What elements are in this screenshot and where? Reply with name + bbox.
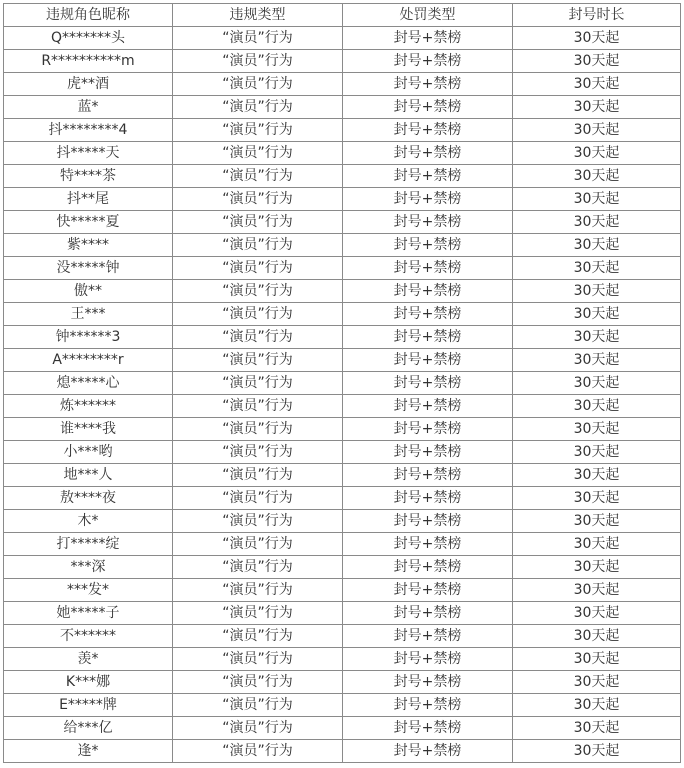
table-row xyxy=(4,579,681,602)
header-penalty-type: 处罚类型 xyxy=(343,4,513,27)
table-row xyxy=(4,50,681,73)
cell-penalty-type: 封号+禁榜 xyxy=(343,395,513,418)
cell-penalty-type: 封号+禁榜 xyxy=(343,372,513,395)
cell-ban-duration: 30天起 xyxy=(513,326,681,349)
cell-violation-type: “演员”行为 xyxy=(173,372,343,395)
table-row xyxy=(4,303,681,326)
header-nickname: 违规角色昵称 xyxy=(4,4,173,27)
cell-violation-type: “演员”行为 xyxy=(173,510,343,533)
cell-penalty-type: 封号+禁榜 xyxy=(343,303,513,326)
cell-violation-type: “演员”行为 xyxy=(173,211,343,234)
cell-violation-type: “演员”行为 xyxy=(173,579,343,602)
cell-penalty-type: 封号+禁榜 xyxy=(343,625,513,648)
table-row xyxy=(4,487,681,510)
cell-violation-type: “演员”行为 xyxy=(173,188,343,211)
cell-ban-duration: 30天起 xyxy=(513,625,681,648)
cell-nickname: 给***亿 xyxy=(4,717,173,740)
cell-penalty-type: 封号+禁榜 xyxy=(343,257,513,280)
cell-nickname: 没*****钟 xyxy=(4,257,173,280)
header-ban-duration: 封号时长 xyxy=(513,4,681,27)
cell-nickname: 抖*****天 xyxy=(4,142,173,165)
cell-violation-type: “演员”行为 xyxy=(173,234,343,257)
cell-penalty-type: 封号+禁榜 xyxy=(343,96,513,119)
table-row xyxy=(4,372,681,395)
cell-penalty-type: 封号+禁榜 xyxy=(343,27,513,50)
cell-ban-duration: 30天起 xyxy=(513,487,681,510)
cell-violation-type: “演员”行为 xyxy=(173,556,343,579)
header-row xyxy=(4,4,681,27)
table-row xyxy=(4,717,681,740)
cell-nickname: ***深 xyxy=(4,556,173,579)
cell-ban-duration: 30天起 xyxy=(513,303,681,326)
cell-ban-duration: 30天起 xyxy=(513,717,681,740)
cell-violation-type: “演员”行为 xyxy=(173,50,343,73)
cell-nickname: 不****** xyxy=(4,625,173,648)
table-body xyxy=(4,27,681,763)
cell-violation-type: “演员”行为 xyxy=(173,464,343,487)
cell-penalty-type: 封号+禁榜 xyxy=(343,119,513,142)
cell-penalty-type: 封号+禁榜 xyxy=(343,740,513,763)
table-row xyxy=(4,349,681,372)
cell-ban-duration: 30天起 xyxy=(513,602,681,625)
cell-penalty-type: 封号+禁榜 xyxy=(343,694,513,717)
cell-nickname: 抖**尾 xyxy=(4,188,173,211)
cell-penalty-type: 封号+禁榜 xyxy=(343,533,513,556)
cell-ban-duration: 30天起 xyxy=(513,280,681,303)
cell-violation-type: “演员”行为 xyxy=(173,694,343,717)
cell-violation-type: “演员”行为 xyxy=(173,326,343,349)
cell-penalty-type: 封号+禁榜 xyxy=(343,717,513,740)
cell-penalty-type: 封号+禁榜 xyxy=(343,211,513,234)
cell-penalty-type: 封号+禁榜 xyxy=(343,188,513,211)
cell-penalty-type: 封号+禁榜 xyxy=(343,165,513,188)
cell-violation-type: “演员”行为 xyxy=(173,418,343,441)
cell-ban-duration: 30天起 xyxy=(513,119,681,142)
cell-nickname: 蓝* xyxy=(4,96,173,119)
cell-violation-type: “演员”行为 xyxy=(173,441,343,464)
cell-ban-duration: 30天起 xyxy=(513,740,681,763)
cell-nickname: 虎**酒 xyxy=(4,73,173,96)
cell-nickname: 谁****我 xyxy=(4,418,173,441)
cell-ban-duration: 30天起 xyxy=(513,234,681,257)
table-row xyxy=(4,234,681,257)
cell-ban-duration: 30天起 xyxy=(513,556,681,579)
table-row xyxy=(4,441,681,464)
cell-ban-duration: 30天起 xyxy=(513,142,681,165)
cell-violation-type: “演员”行为 xyxy=(173,349,343,372)
cell-ban-duration: 30天起 xyxy=(513,349,681,372)
cell-nickname: 打*****绽 xyxy=(4,533,173,556)
cell-ban-duration: 30天起 xyxy=(513,648,681,671)
cell-violation-type: “演员”行为 xyxy=(173,602,343,625)
table-row xyxy=(4,96,681,119)
cell-nickname: E*****牌 xyxy=(4,694,173,717)
cell-violation-type: “演员”行为 xyxy=(173,648,343,671)
cell-nickname: 王*** xyxy=(4,303,173,326)
cell-violation-type: “演员”行为 xyxy=(173,395,343,418)
cell-penalty-type: 封号+禁榜 xyxy=(343,326,513,349)
cell-nickname: 抖********4 xyxy=(4,119,173,142)
cell-violation-type: “演员”行为 xyxy=(173,740,343,763)
table-row xyxy=(4,395,681,418)
table-row xyxy=(4,73,681,96)
cell-nickname: 小***哟 xyxy=(4,441,173,464)
cell-ban-duration: 30天起 xyxy=(513,464,681,487)
table-row xyxy=(4,740,681,763)
cell-nickname: 炼****** xyxy=(4,395,173,418)
cell-penalty-type: 封号+禁榜 xyxy=(343,418,513,441)
table-row xyxy=(4,165,681,188)
cell-nickname: 傲** xyxy=(4,280,173,303)
cell-violation-type: “演员”行为 xyxy=(173,280,343,303)
cell-penalty-type: 封号+禁榜 xyxy=(343,142,513,165)
cell-violation-type: “演员”行为 xyxy=(173,533,343,556)
table-row xyxy=(4,27,681,50)
table-row xyxy=(4,533,681,556)
cell-penalty-type: 封号+禁榜 xyxy=(343,579,513,602)
cell-ban-duration: 30天起 xyxy=(513,27,681,50)
cell-violation-type: “演员”行为 xyxy=(173,717,343,740)
table-row xyxy=(4,418,681,441)
cell-penalty-type: 封号+禁榜 xyxy=(343,464,513,487)
cell-violation-type: “演员”行为 xyxy=(173,119,343,142)
table-row xyxy=(4,671,681,694)
cell-ban-duration: 30天起 xyxy=(513,395,681,418)
cell-nickname: 紫**** xyxy=(4,234,173,257)
cell-ban-duration: 30天起 xyxy=(513,211,681,234)
cell-nickname: 快*****夏 xyxy=(4,211,173,234)
cell-penalty-type: 封号+禁榜 xyxy=(343,556,513,579)
cell-nickname: K***娜 xyxy=(4,671,173,694)
cell-nickname: 敖****夜 xyxy=(4,487,173,510)
cell-penalty-type: 封号+禁榜 xyxy=(343,349,513,372)
cell-ban-duration: 30天起 xyxy=(513,96,681,119)
cell-nickname: 逢* xyxy=(4,740,173,763)
cell-ban-duration: 30天起 xyxy=(513,418,681,441)
cell-nickname: 羡* xyxy=(4,648,173,671)
table-row xyxy=(4,464,681,487)
table-row xyxy=(4,556,681,579)
table-row xyxy=(4,648,681,671)
cell-ban-duration: 30天起 xyxy=(513,510,681,533)
cell-ban-duration: 30天起 xyxy=(513,50,681,73)
cell-penalty-type: 封号+禁榜 xyxy=(343,487,513,510)
table-row xyxy=(4,625,681,648)
cell-penalty-type: 封号+禁榜 xyxy=(343,280,513,303)
cell-nickname: 她*****子 xyxy=(4,602,173,625)
cell-penalty-type: 封号+禁榜 xyxy=(343,648,513,671)
table-row xyxy=(4,326,681,349)
cell-ban-duration: 30天起 xyxy=(513,165,681,188)
cell-ban-duration: 30天起 xyxy=(513,73,681,96)
cell-ban-duration: 30天起 xyxy=(513,694,681,717)
cell-ban-duration: 30天起 xyxy=(513,188,681,211)
table-row xyxy=(4,694,681,717)
cell-violation-type: “演员”行为 xyxy=(173,671,343,694)
table-row xyxy=(4,602,681,625)
cell-penalty-type: 封号+禁榜 xyxy=(343,441,513,464)
cell-violation-type: “演员”行为 xyxy=(173,142,343,165)
table-row xyxy=(4,188,681,211)
table-row xyxy=(4,280,681,303)
cell-ban-duration: 30天起 xyxy=(513,579,681,602)
cell-violation-type: “演员”行为 xyxy=(173,96,343,119)
cell-nickname: 地***人 xyxy=(4,464,173,487)
cell-violation-type: “演员”行为 xyxy=(173,27,343,50)
cell-penalty-type: 封号+禁榜 xyxy=(343,602,513,625)
cell-nickname: Q*******头 xyxy=(4,27,173,50)
cell-nickname: R**********m xyxy=(4,50,173,73)
cell-ban-duration: 30天起 xyxy=(513,372,681,395)
cell-nickname: 钟******3 xyxy=(4,326,173,349)
cell-nickname: 特****茶 xyxy=(4,165,173,188)
cell-nickname: 木* xyxy=(4,510,173,533)
cell-ban-duration: 30天起 xyxy=(513,441,681,464)
cell-nickname: A********r xyxy=(4,349,173,372)
table-row xyxy=(4,119,681,142)
cell-violation-type: “演员”行为 xyxy=(173,625,343,648)
table-row xyxy=(4,257,681,280)
cell-penalty-type: 封号+禁榜 xyxy=(343,73,513,96)
cell-ban-duration: 30天起 xyxy=(513,257,681,280)
cell-penalty-type: 封号+禁榜 xyxy=(343,510,513,533)
cell-violation-type: “演员”行为 xyxy=(173,165,343,188)
cell-nickname: 熄*****心 xyxy=(4,372,173,395)
cell-penalty-type: 封号+禁榜 xyxy=(343,50,513,73)
cell-violation-type: “演员”行为 xyxy=(173,303,343,326)
table-header xyxy=(4,4,681,27)
cell-violation-type: “演员”行为 xyxy=(173,73,343,96)
cell-violation-type: “演员”行为 xyxy=(173,487,343,510)
cell-ban-duration: 30天起 xyxy=(513,533,681,556)
cell-penalty-type: 封号+禁榜 xyxy=(343,234,513,257)
cell-penalty-type: 封号+禁榜 xyxy=(343,671,513,694)
cell-nickname: ***发* xyxy=(4,579,173,602)
cell-violation-type: “演员”行为 xyxy=(173,257,343,280)
header-violation-type: 违规类型 xyxy=(173,4,343,27)
table-row xyxy=(4,510,681,533)
violation-table xyxy=(3,3,681,763)
cell-ban-duration: 30天起 xyxy=(513,671,681,694)
table-row xyxy=(4,142,681,165)
table-row xyxy=(4,211,681,234)
